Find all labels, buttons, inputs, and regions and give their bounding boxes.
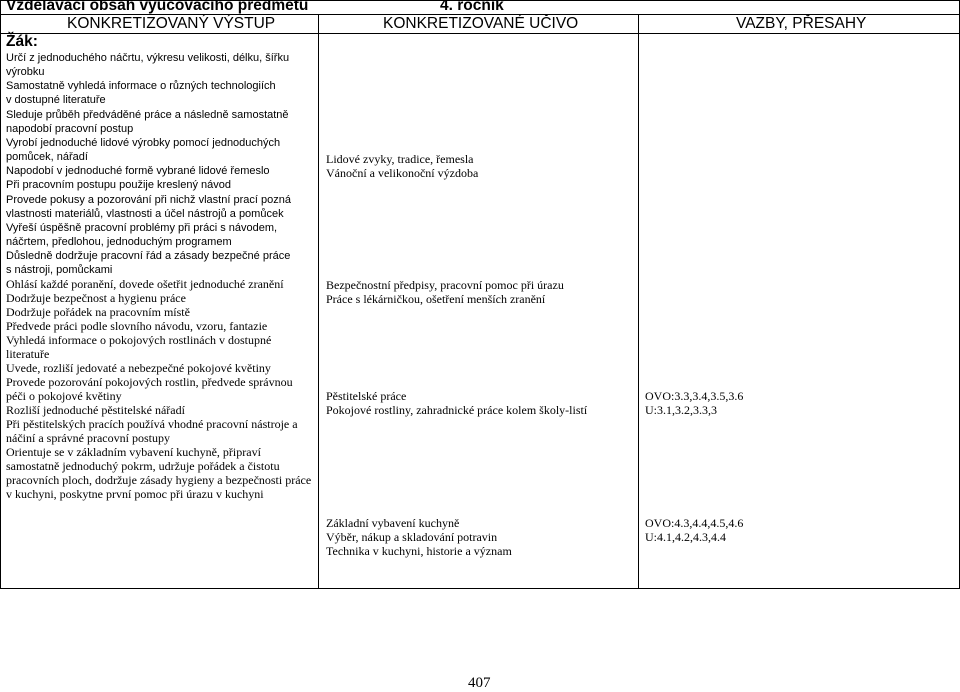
outcome-line: literatuře: [6, 347, 50, 361]
content-group-growing: [326, 389, 587, 417]
outcome-line: Vyrobí jednoduché lidové výrobky pomocí jednoduchých: [6, 136, 281, 149]
outcome-line: vlastnosti materiálů, vlastnosti a účel nástrojů a pomůcek: [6, 207, 284, 220]
pupil-label: Žák:: [6, 33, 38, 50]
links-line: U:3.1,3.2,3.3,3: [645, 403, 717, 417]
outcome-line: náčrtem, předlohou, jednoduchým programem: [6, 236, 232, 249]
rule-col-1: [318, 14, 319, 589]
rule-col-2: [638, 14, 639, 589]
links-group-1: [645, 389, 743, 417]
content-line: Technika v kuchyni, historie a význam: [326, 544, 512, 558]
page-number: 407: [468, 675, 491, 691]
outcome-line: Určí z jednoduchého náčrtu, výkresu velikosti, délku, šířku: [6, 52, 290, 64]
content-line: Práce s lékárničkou, ošetření menších zranění: [326, 292, 546, 306]
outcome-line: samostatně jednoduchý pokrm, udržuje pořádek a čistotu: [6, 459, 280, 473]
outcome-line: Při pracovním postupu použije kreslený návod: [6, 179, 232, 192]
outcome-line: v dostupné literatuře: [6, 94, 106, 107]
outcome-line: Dodržuje pořádek na pracovním místě: [6, 305, 190, 319]
outcome-line: Dodržuje bezpečnost a hygienu práce: [6, 291, 186, 305]
content-line: Pěstitelské práce: [326, 389, 407, 403]
outcome-line: Sleduje průběh předváděné práce a následně samostatně: [6, 108, 289, 121]
content-group-safety: [326, 278, 564, 306]
rule-below-headers: [0, 33, 960, 34]
outcomes-list-sans: [6, 51, 291, 278]
content-line: Lidové zvyky, tradice, řemesla: [326, 152, 474, 166]
grade-label: 4. ročník: [440, 0, 504, 14]
subject-title: Vzdělávací obsah vyučovacího předmětu: [6, 0, 309, 14]
outcome-line: Orientuje se v základním vybavení kuchyně, připraví: [6, 445, 261, 459]
content-line: Bezpečnostní předpisy, pracovní pomoc při úrazu: [326, 278, 564, 292]
outcome-line: napodobí pracovní postup: [6, 122, 134, 135]
outcome-line: péči o pokojové květiny: [6, 389, 122, 403]
outcome-line: Při pěstitelských pracích používá vhodné pracovní nástroje a: [6, 417, 298, 431]
content-group-folk-crafts: [326, 152, 478, 180]
rule-left: [0, 0, 1, 589]
outcome-line: s nástroji, pomůckami: [6, 264, 113, 277]
outcome-line: Rozliší jednoduché pěstitelské nářadí: [6, 403, 185, 417]
outcome-line: Důsledně dodržuje pracovní řád a zásady bezpečné práce: [6, 250, 291, 263]
content-line: Základní vybavení kuchyně: [326, 516, 460, 530]
column-header-outcomes: KONKRETIZOVANÝ VÝSTUP: [67, 15, 276, 32]
links-line: U:4.1,4.2,4.3,4.4: [645, 530, 726, 544]
content-line: Vánoční a velikonoční výzdoba: [326, 166, 479, 180]
outcome-line: Vyhledá informace o pokojových rostlinách v dostupné: [6, 333, 272, 347]
links-line: OVO:4.3,4.4,4.5,4.6: [645, 516, 744, 530]
outcome-line: Uvede, rozliší jedovaté a nebezpečné pokojové květiny: [6, 361, 271, 375]
column-header-links: VAZBY, PŘESAHY: [736, 15, 867, 32]
outcome-line: výrobku: [6, 66, 45, 79]
outcome-line: Vyřeší úspěšně pracovní problémy při práci s návodem,: [6, 221, 278, 234]
outcome-line: Samostatně vyhledá informace o různých technologiích: [6, 80, 276, 93]
outcome-line: Ohlásí každé poranění, dovede ošetřit jednoduché zranění: [6, 277, 284, 291]
outcome-line: Provede pozorování pokojových rostlin, předvede správnou: [6, 375, 293, 389]
outcomes-list-serif: [6, 277, 311, 501]
rule-table-bottom: [0, 588, 960, 589]
outcome-line: Předvede práci podle slovního návodu, vzoru, fantazie: [6, 319, 268, 333]
content-line: Pokojové rostliny, zahradnické práce kolem školy-listí: [326, 403, 588, 417]
outcome-line: v kuchyni, poskytne první pomoc při úrazu v kuchyni: [6, 487, 264, 501]
content-group-kitchen: [326, 516, 512, 558]
content-line: Výběr, nákup a skladování potravin: [326, 530, 498, 544]
outcome-line: Napodobí v jednoduché formě vybrané lidové řemeslo: [6, 165, 270, 178]
outcome-line: pomůcek, nářadí: [6, 151, 88, 164]
links-group-2: [645, 516, 743, 544]
column-header-content: KONKRETIZOVANÉ UČIVO: [383, 15, 579, 32]
outcome-line: Provede pokusy a pozorování při nichž vlastní prací pozná: [6, 193, 291, 206]
outcome-line: náčiní a správné pracovní postupy: [6, 431, 170, 445]
links-line: OVO:3.3,3.4,3.5,3.6: [645, 389, 744, 403]
outcome-line: pracovních ploch, dodržuje zásady hygieny a bezpečnosti práce: [6, 473, 312, 487]
